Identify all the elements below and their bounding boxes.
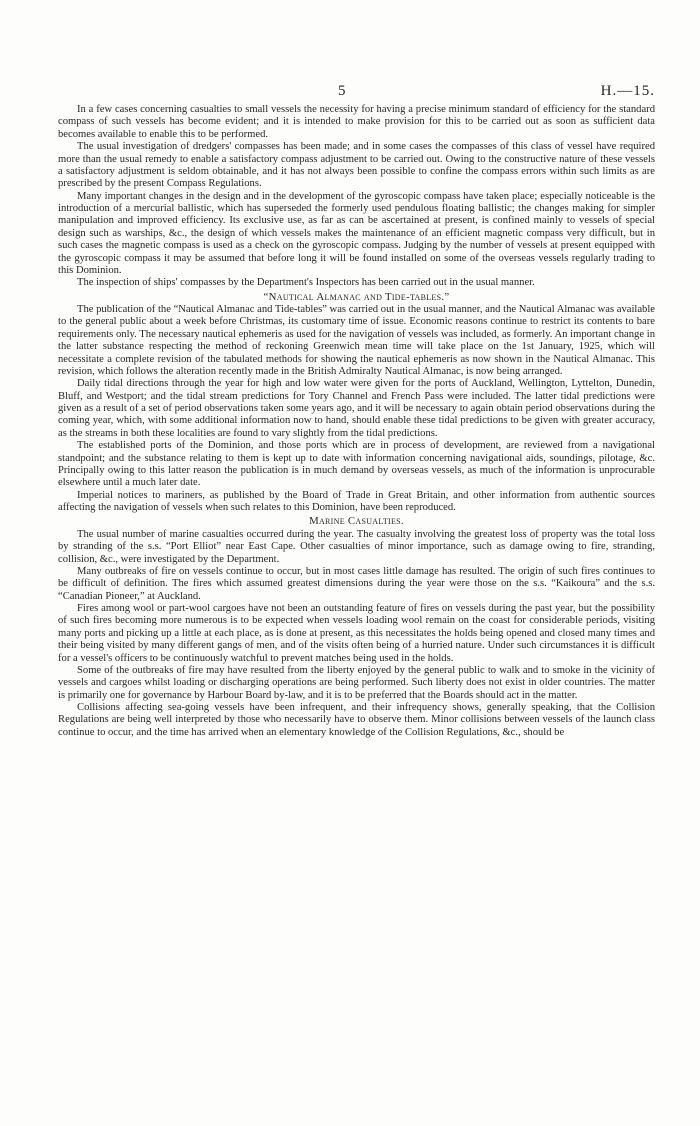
paragraph: In a few cases concerning casualties to small vessels the necessity for having a precise minimum standard of efficiency for the standard compass of such vessels has become evident; and it is intended to make provision for this to be carried out as soon as sufficient data becomes available to enable this to be performed. bbox=[58, 104, 655, 140]
document-reference: H.—15. bbox=[600, 83, 655, 99]
page-header bbox=[58, 83, 655, 103]
paragraph: The established ports of the Dominion, and those ports which are in process of development, are reviewed from a navigational standpoint; and the substance relating to them is kept up to date with information concerning navigational aids, soundings, pilotage, &c. Principally owing to this latter reason the publication is in much demand by overseas vessels, as much of the information is unprocurable elsewhere until a much later date. bbox=[58, 440, 655, 489]
paragraph: The usual investigation of dredgers' compasses has been made; and in some cases the compasses of this class of vessel have required more than the usual remedy to enable a satisfactory compass adjustment to be carried out. Owing to the constructive nature of these vessels a satisfactory adjustment is seldom obtainable, and it has not always been possible to confine the compass errors within such limits as are prescribed by the present Compass Regulations. bbox=[58, 141, 655, 190]
section-nautical-almanac bbox=[58, 291, 655, 515]
body-text bbox=[58, 104, 655, 739]
paragraph: Daily tidal directions through the year for high and low water were given for the ports of Auckland, Wellington, Lyttelton, Dunedin, Bluff, and Westport; and the tidal stream predictions for Tory Channel and French Pass were included. The latter tidal predictions were given as a result of a set of period observations taken some years ago, and it will be necessary to again obtain period observations during the coming year, which, with some additional information now to hand, should enable these tidal predictions to be given with greater accuracy, as the streams in both these localities are found to vary slightly from the tidal predictions. bbox=[58, 378, 655, 439]
section-marine-casualties bbox=[58, 515, 655, 739]
paragraph: Imperial notices to mariners, as published by the Board of Trade in Great Britain, and other information from authentic sources affecting the navigation of vessels when such relates to this Dominion, have been reproduced. bbox=[58, 489, 655, 513]
paragraph: Some of the outbreaks of fire may have resulted from the liberty enjoyed by the general public to walk and to smoke in the vicinity of vessels and cargoes whilst loading or discharging operations are being performed. Such liberty does not exist in older countries. The matter is primarily one for governance by Harbour Board by-law, and it is to be preferred that the Boards should act in the matter. bbox=[58, 664, 655, 701]
section-heading: “Nautical Almanac and Tide-tables.” bbox=[263, 290, 450, 303]
paragraph: Many important changes in the design and in the development of the gyroscopic compass have taken place; especially noticeable is the introduction of a mercurial ballistic, which has superseded the formerly used pendulous floating ballistic; the changes making for simpler manipulation and improved efficiency. Its exclusive use, as far as can be ascertained at present, is confined mainly to vessels of special design such as warships, &c., the design of which vessels makes the maintenance of an efficient magnetic compass very difficult, but in such cases the magnetic compass is used as a check on the gyroscopic compass. Judging by the number of vessels at present equipped with the gyroscopic compass it may be assumed that before long it will be found installed on some of the overseas vessels regularly trading to this Dominion. bbox=[58, 190, 655, 276]
page-number: 5 bbox=[338, 83, 346, 99]
paragraph: The inspection of ships' compasses by the Department's Inspectors has been carried out in the usual manner. bbox=[77, 277, 535, 289]
paragraph: The usual number of marine casualties occurred during the year. The casualty involving the greatest loss of property was the total loss by stranding of the s.s. “Port Elliot” near East Cape. Other casualties of minor importance, such as damage owing to fire, stranding, collision, &c., were investigated by the Department. bbox=[58, 528, 655, 565]
paragraph: Fires among wool or part-wool cargoes have not been an outstanding feature of fires on vessels during the past year, but the possibility of such fires becoming more numerous is to be expected when vessels loading wool remain on the coast for considerable periods, visiting many ports and picking up a little at each place, as is done at present, as this necessitates the holds being opened and closed many times and their being visited by many different gangs of men, and of the visits often being of a hurried nature. Under such circumstances it is difficult for a vessel's officers to be continuously watchful to prevent matches being used in the holds. bbox=[58, 603, 655, 664]
section-heading: Marine Casualties. bbox=[309, 515, 404, 528]
paragraph: The publication of the “Nautical Almanac and Tide-tables” was carried out in the usual manner, and the Nautical Almanac was available to the general public about a week before Christmas, its customary time of issue. Economic reasons continue to restrict its contents to bare requirements only. The necessary nautical ephemeris as used for the navigation of vessels was included, as formerly. An important change in the latter substance respecting the method of reckoning Greenwich mean time will take place on the 1st January, 1925, which will necessitate a complete revision of the tabulated methods for showing the nautical ephemeris as now shown in the Nautical Almanac. This revision, which follows the alteration recently made in the British Admiralty Nautical Almanac, is now being arranged. bbox=[58, 304, 655, 377]
paragraph: Collisions affecting sea-going vessels have been infrequent, and their infrequency shows, generally speaking, that the Collision Regulations are being well interpreted by those who necessarily have to observe them. Minor collisions between vessels of the launch class continue to occur, and the time has arrived when an elementary knowledge of the Collision Regulations, &c., should be bbox=[58, 702, 655, 738]
section-compasses bbox=[58, 104, 655, 290]
paragraph: Many outbreaks of fire on vessels continue to occur, but in most cases little damage has resulted. The origin of such fires continues to be difficult of definition. The fires which assumed greatest dimensions during the year were those on the s.s. “Kaikoura” and the s.s. “Canadian Pioneer,” at Auckland. bbox=[58, 565, 655, 602]
